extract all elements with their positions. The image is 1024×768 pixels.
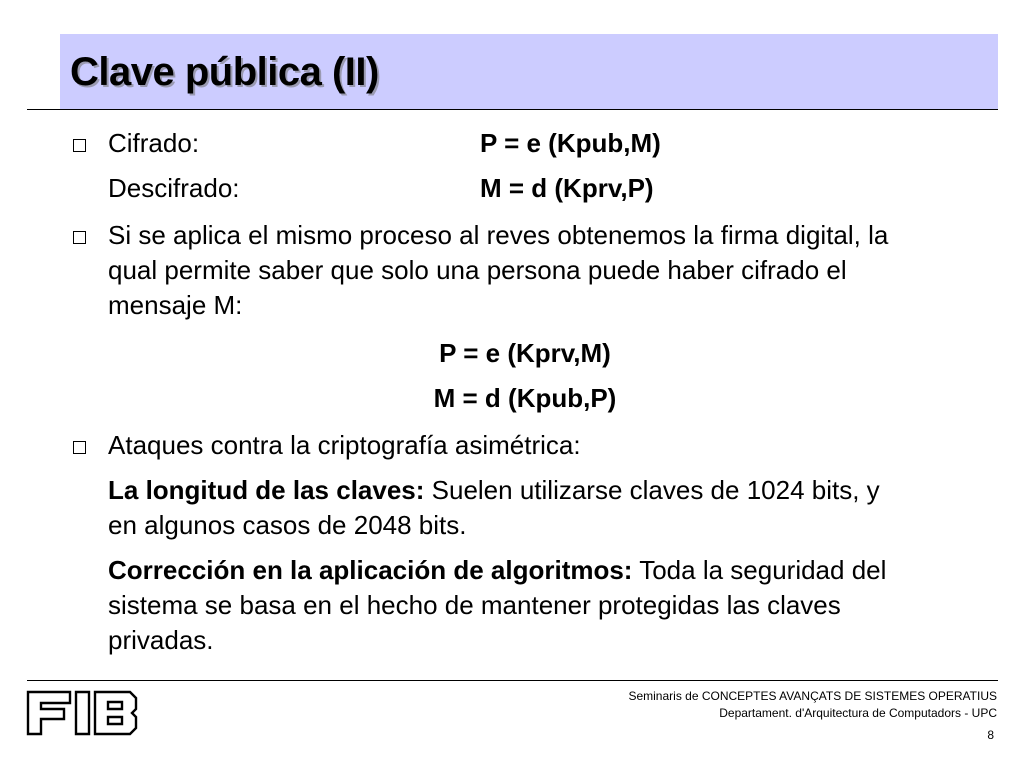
footer-seminar-line: Seminaris de CONCEPTES AVANÇATS DE SISTEMES OPERATIUS [628, 689, 997, 703]
footer-department-line: Departament. d'Arquitectura de Computadors - UPC [719, 706, 997, 720]
correccion-line3: privadas. [108, 625, 214, 655]
longitud-text: Suelen utilizarse claves de 1024 bits, y [424, 475, 880, 505]
footer-credits [628, 688, 997, 722]
longitud-line2: en algunos casos de 2048 bits. [108, 510, 467, 540]
correccion-heading: Corrección en la aplicación de algoritmos: [108, 555, 633, 585]
correccion-line2: sistema se basa en el hecho de mantener protegidas las claves [108, 590, 841, 620]
firma-formula-2: M = d (Kpub,P) [433, 383, 617, 413]
bullet-square-icon [73, 441, 86, 454]
ataques-text: Ataques contra la criptografía asimétrica: [108, 430, 581, 460]
longitud-heading: La longitud de las claves: [108, 475, 425, 505]
bullet-square-icon [73, 231, 86, 244]
longitud-line1 [108, 473, 880, 507]
cifrado-label: Cifrado: [108, 128, 200, 158]
correccion-line1 [108, 553, 886, 587]
footer-divider [27, 680, 998, 681]
firma-text-line3: mensaje M: [108, 290, 243, 320]
fib-logo [26, 690, 140, 741]
fib-logo-icon [26, 690, 140, 736]
cifrado-formula: P = e (Kpub,M) [480, 128, 661, 158]
firma-formula-1: P = e (Kprv,M) [439, 338, 611, 368]
descifrado-label: Descifrado: [108, 173, 240, 203]
slide-title: Clave pública (II) [70, 50, 379, 94]
bullet-square-icon [73, 139, 86, 152]
descifrado-formula: M = d (Kprv,P) [480, 173, 654, 203]
firma-text-line2: qual permite saber que solo una persona puede haber cifrado el [108, 255, 847, 285]
page-number: 8 [987, 728, 994, 742]
firma-text-line1: Si se aplica el mismo proceso al reves obtenemos la firma digital, la [108, 220, 889, 250]
correccion-text: Toda la seguridad del [632, 555, 887, 585]
